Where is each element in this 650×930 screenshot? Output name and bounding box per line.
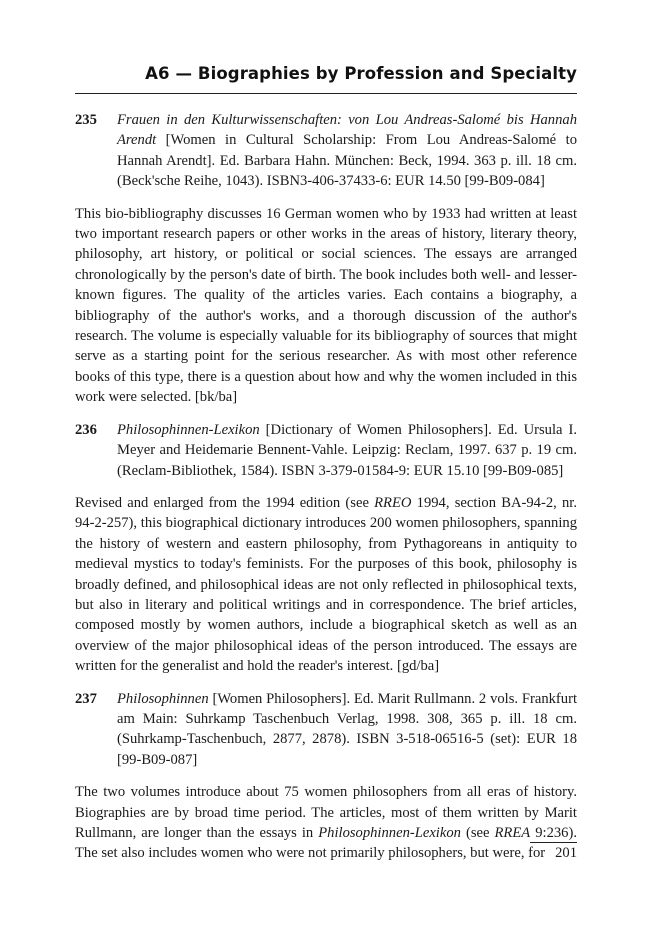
citation-text: [Women Philosophers]. Ed. Marit Rullmann. 2 vols. Frankfurt am Main: Suhrkamp Taschenbuch Verlag, 1998. 308, 365 p. ill. 18 cm. (Suhrkamp-Taschenbuch, 2877, 2878). ISBN 3-518-06516-5 (set): EUR 18 [99-B09-087]: [117, 690, 577, 768]
entry-citation: [117, 420, 577, 481]
entry-number: 237: [75, 690, 97, 707]
review-text: The two volumes introduce about 75 women philosophers from all eras of history. Biographies are by broad time period. The articles, most of them written by Marit Rullmann, are longer than the essays in: [75, 784, 577, 841]
review-italic: Philosophinnen-Lexikon: [318, 825, 461, 841]
header-rule: [75, 93, 577, 94]
document-page: [75, 0, 577, 930]
entry-citation: [117, 110, 577, 192]
review-text: 1994, section BA-94-2, nr. 94-2-257), this biographical dictionary introduces 200 women philosophers, spanning the history of western and eastern philosophy, from Pythagoreans in antiquity to medieval mystics to today's feminists. For the purposes of this book, philosophy is broadly defined, and philosophical ideas are not only reflected in philosophical texts, but also in literary and political writings and in correspondence. The brief articles, composed mostly by women authors, include a biographical sketch as well as an overview of the major philosophical ideas of the person introduced. The essays are written for the generalist and hold the reader's interest. [gd/ba]: [75, 494, 577, 675]
review-text: (see: [460, 825, 495, 841]
entry-235: [75, 110, 577, 192]
citation-text: [Dictionary of Women Philosophers]. Ed. Ursula I. Meyer and Heidemarie Bennent-Vahle. Leipzig: Reclam, 1997. 637 p. 19 cm. (Reclam-Bibliothek, 1584). ISBN 3-379-01584-9: EUR 15.10 [99-B09-085]: [117, 421, 577, 479]
entry-title: Philosophinnen: [117, 690, 209, 707]
review-text: 9:236). The set also includes women who were not primarily philosophers, but were, for: [75, 825, 577, 862]
review-italic: RREO: [374, 494, 412, 511]
review-italic: RREA: [494, 825, 531, 841]
review-235: This bio-bibliography discusses 16 German women who by 1933 had written at least two important research papers or other works in the areas of history, literary theory, philosophy, art history, or political or social sciences. The essays are arranged chronologically by the person's date of birth. The book includes both well- and lesser-known figures. The quality of the articles varies. Each contains a biography, a bibliography of the author's works, and a thorough discussion of the author's research. The volume is especially valuable for its bibliography of sources that might serve as a starting point for the serious researcher. As with most other reference books of this type, there is a question about how and why the women included in this work were selected. [bk/ba]: [75, 205, 577, 406]
review-text: Revised and enlarged from the 1994 edition (see: [75, 494, 375, 511]
entry-title: Frauen in den Kulturwissenschaften: von Lou Andreas-Salomé bis Hannah Arendt: [117, 112, 577, 149]
page-body: [75, 110, 577, 876]
entry-title: Philosophinnen-Lexikon: [117, 421, 260, 438]
entry-number: 236: [75, 421, 97, 438]
entry-237: [75, 689, 577, 771]
entry-number: 235: [75, 112, 97, 128]
review-236: [75, 493, 577, 677]
entry-citation: [117, 689, 577, 771]
citation-text: [Women in Cultural Scholarship: From Lou Andreas-Salomé to Hannah Arendt]. Ed. Barbara Hahn. München: Beck, 1994. 363 p. ill. 18 cm. (Beck'sche Reihe, 1043). ISBN3-406-37433-6: EUR 14.50 [99-B09-084]: [117, 132, 577, 190]
running-head: A6 — Biographies by Profession and Specialty: [145, 64, 577, 83]
entry-236: [75, 420, 577, 481]
footer-rule: [530, 842, 577, 843]
page-number: 201: [555, 845, 577, 861]
